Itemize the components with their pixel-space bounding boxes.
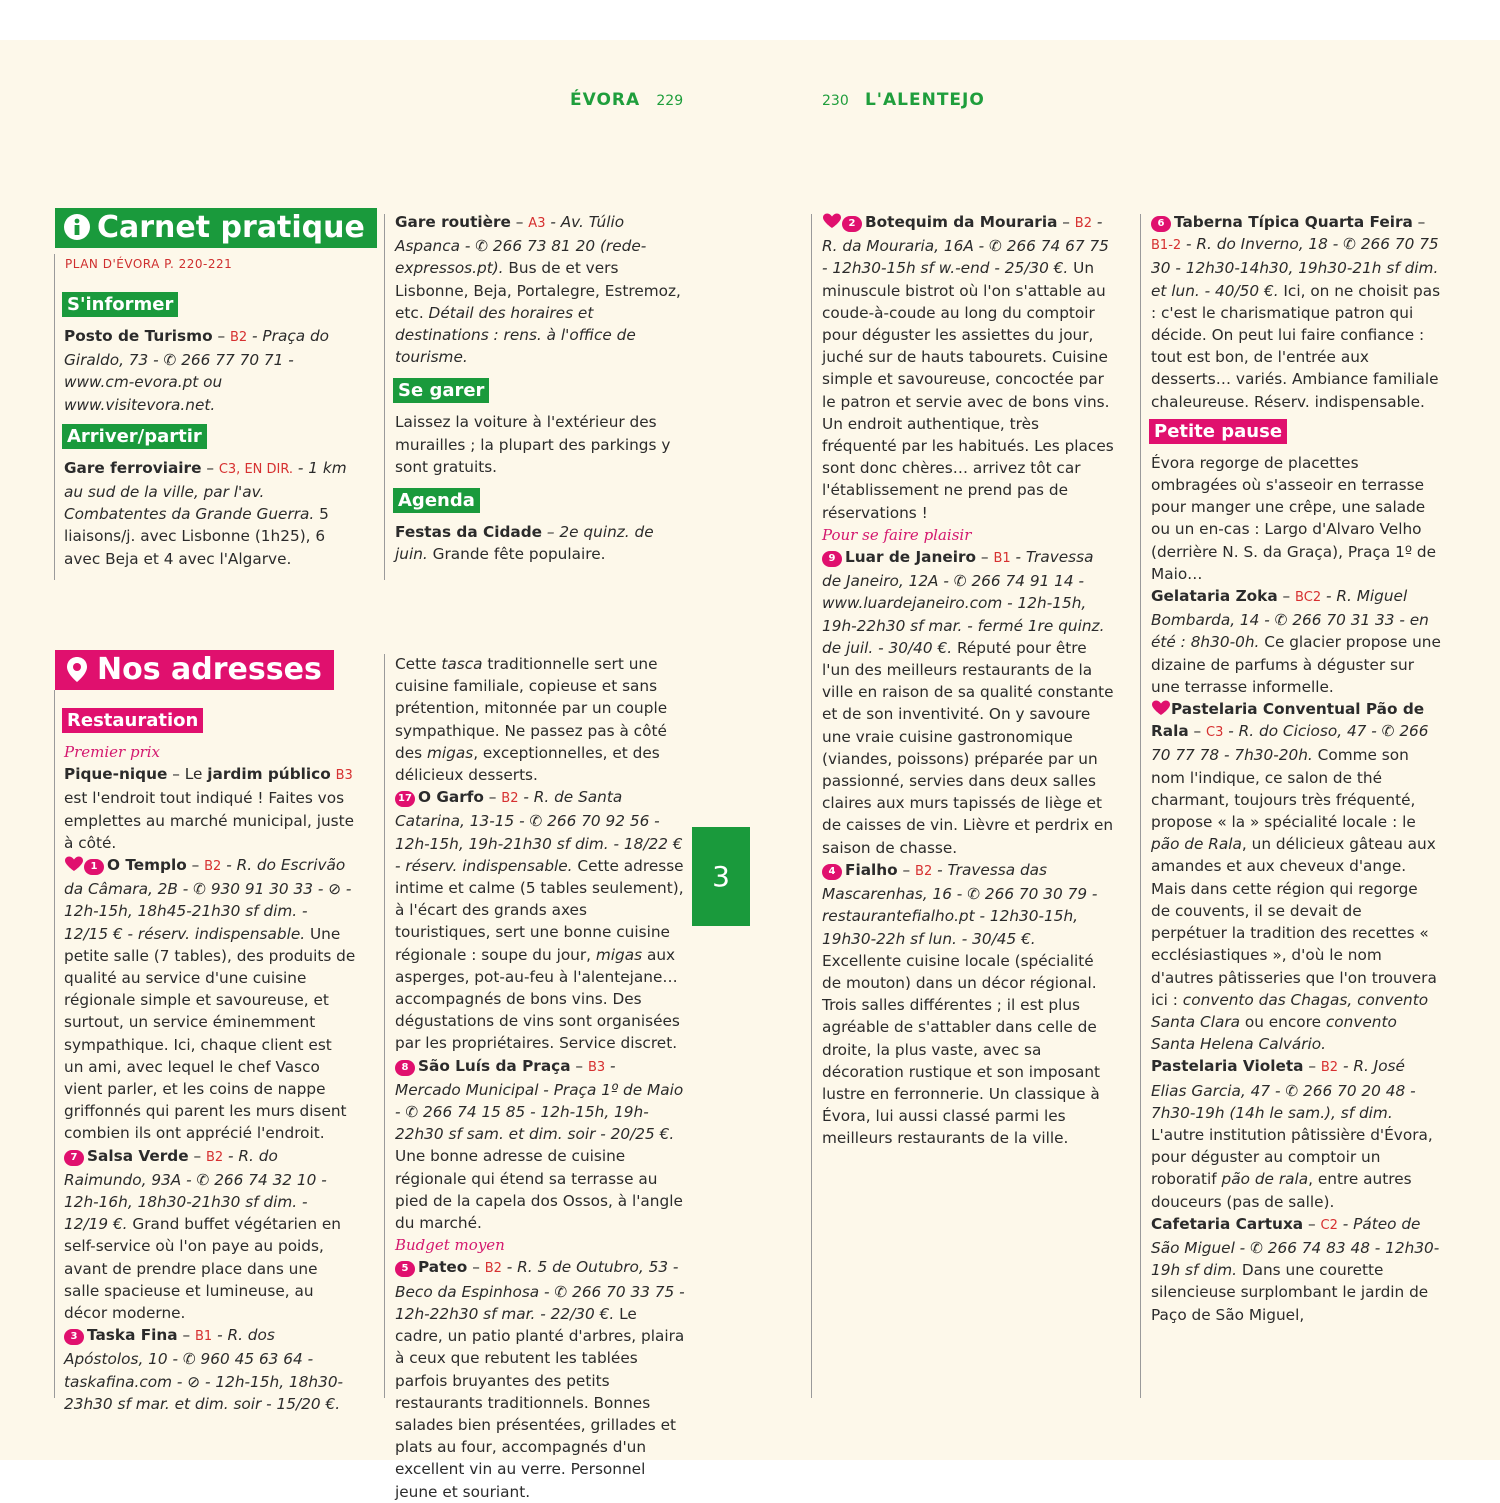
number-badge: 6 [1151,216,1171,232]
entry-sao-luis: 8 São Luís da Praça – B3 - Mercado Municipal - Praça 1º de Maio - ✆ 266 74 15 85 - 12h-15h, 19h-22h30 sf sam. et dim. soir - 20/25 €. Une bonne adresse de cuisine régionale qui étend sa terrasse au pied de la capela dos Ossos, à l'angle du marché. [395,1056,684,1233]
header-left-page: 229 [656,93,684,109]
number-badge: 8 [395,1060,415,1076]
adresses-column-1 [64,708,356,1415]
entry-botequim: 2 Botequim da Mouraria – B2 - R. da Mouraria, 16A - ✆ 266 74 67 75 - 12h30-15h sf w.-end - 25/30 €. Un minuscule bistrot où l'on s'attable au coude-à-coude au long du comptoir pour déguster les assiettes du jour, juché sur de hauts tabourets. Cuisine simple et savoureuse, concoctée par le patron et servie avec de bons vins. Un endroit authentique, très fréquenté par les habitués. Les places sont donc chères… arrivez tôt car l'établissement ne prend pas de réservations ! [822,213,1114,522]
entry-salsa-verde: 7 Salsa Verde – B2 - R. do Raimundo, 93A - ✆ 266 74 32 10 - 12h-16h, 18h30-21h30 sf dim. - 12/19 €. Grand buffet végétarien en self-service où l'on paye au poids, avant de prendre place dans une salle spacieuse et lumineuse, au décor moderne. [64,1146,341,1323]
entry-fialho: 4 Fialho – B2 - Travessa das Mascarenhas, 16 - ✆ 266 70 30 79 - restaurantefialho.pt - 12h30-15h, 19h30-22h sf lun. - 30/45 €. Excellente cuisine locale (spécialité de mouton) dans un décor régional. Trois salles différentes ; il est plus agréable de s'attabler dans celle de droite, la plus vaste, avec sa décoration rustique et son imposant lustre en ferronnerie. Un classique à Évora, lui aussi classé parmi les meilleurs restaurants de la ville. [822,860,1101,1148]
divider [1140,214,1141,1398]
running-header-right [822,90,985,110]
book-spread [0,40,1500,1501]
section-arriver-partir: Arriver/partir [62,424,207,449]
running-header-left [570,90,683,110]
divider [811,214,812,1398]
entry-pastelaria-violeta: Pastelaria Violeta – B2 - R. José Elias Garcia, 47 - ✆ 266 70 20 48 - 7h30-19h (14h le sam.), sf dim. L'autre institution pâtissière d'Évora, pour déguster au comptoir un roboratif pão de rala, entre autres douceurs (pas de salle). [1151,1057,1433,1211]
section-restauration: Restauration [62,708,203,733]
adresses-column-2 [395,653,685,1503]
adresses-column-4 [1151,211,1441,1326]
carnet-pratique-title: Carnet pratique [97,210,365,245]
category-budget-moyen: Budget moyen [395,1236,505,1255]
number-badge: 5 [395,1261,415,1277]
info-icon [63,213,91,241]
entry-o-templo: 1 O Templo – B2 - R. do Escrivão da Câmara, 2B - ✆ 930 91 30 33 - ⊘ - 12h-15h, 18h45-21h30 sf dim. - 12/15 € - réserv. indispensable. Une petite salle (7 tables), des produits de qualité au service d'une cuisine régionale simple et savoureuse, et surtout, un service éminemment sympathique. Ici, chaque client est un ami, avec lequel le chef Vasco vient parler, et les coins de nappe griffonnés qui parent les murs disent combien ils ont apprécié l'endroit. [64,856,356,1143]
se-garer-text: Laissez la voiture à l'extérieur des murailles ; la plupart des parkings y sont gratuits. [395,413,671,476]
header-right-title: L'ALENTEJO [864,90,985,110]
carnet-column-2 [395,211,685,565]
header-left-title: ÉVORA [570,90,641,110]
adresses-column-3 [822,211,1114,1150]
heart-icon [822,213,842,229]
petite-pause-intro: Évora regorge de placettes ombragées où s'asseoir en terrasse pour manger une crêpe, une salade ou un en-cas : Largo d'Alvaro Velho (derrière N. S. da Graça), Praça 1º de Maio… [1151,453,1437,583]
section-petite-pause: Petite pause [1149,419,1287,444]
entry-pateo: 5 Pateo – B2 - R. 5 de Outubro, 53 - Beco da Espinhosa - ✆ 266 70 33 75 - 12h-22h30 sf mar. - 22/30 €. Le cadre, un patio planté d'arbres, plaira à ceux que rebutent les tablées parfois bruyantes des petits restaurants traditionnels. Bonnes salades bien présentées, grillades et plats au four, accompagnés d'un excellent vin au verre. Personnel jeune et souriant. [395,1258,685,1501]
number-badge: 9 [822,551,842,567]
entry-gelataria-zoka: Gelataria Zoka – BC2 - R. Miguel Bombarda, 14 - ✆ 266 70 31 33 - en été : 8h30-0h. Ce glacier propose une dizaine de parfums à déguster sur une terrasse informelle. [1151,587,1441,696]
divider [384,214,385,580]
section-agenda: Agenda [393,488,480,513]
entry-luar-de-janeiro: 9 Luar de Janeiro – B1 - Travessa de Janeiro, 12A - ✆ 266 74 91 14 - www.luardejaneiro.com - 12h-15h, 19h-22h30 sf mar. - fermé 1re quinz. de juil. - 30/40 €. Réputé pour être l'un des meilleurs restaurants de la ville en raison de sa qualité constante et de son inventivité. On y savoure une vraie cuisine gastronomique (viandes, poissons) préparée par un passionné, servies dans deux salles claires aux murs tapissés de liège et de caisses de vin. Lièvre et perdrix en saison de chasse. [822,548,1114,857]
entry-gare-routiere: Gare routière – A3 - Av. Túlio Aspanca - ✆ 266 73 81 20 (rede-expressos.pt). Bus de et vers Lisbonne, Beja, Portalegre, Estremoz, etc. Détail des horaires et destinations : rens. à l'office de tourisme. [395,213,681,367]
carnet-column-1 [64,292,356,570]
entry-o-garfo: 17 O Garfo – B2 - R. de Santa Catarina, 13-15 - ✆ 266 70 92 56 - 12h-15h, 19h-21h30 sf dim. - 18/22 € - réserv. indispensable. Cette adresse intime et calme (5 tables seulement), à l'écart des grands axes touristiques, sert une bonne cuisine régionale : soupe du jour, migas aux asperges, pot-au-feu à l'alentejane… accompagnés de bons vins. Des dégustations de vins sont organisées par les propriétaires. Service discret. [395,788,684,1053]
nos-adresses-banner [55,650,334,690]
entry-taberna: 6 Taberna Típica Quarta Feira – B1-2 - R. do Inverno, 18 - ✆ 266 70 75 30 - 12h30-14h30, 19h30-21h sf dim. et lun. - 40/50 €. Ici, on ne choisit pas : c'est le charismatique patron qui décide. On peut lui faire confiance : tout est bon, de l'entrée aux desserts… variés. Ambiance familiale chaleureuse. Réserv. indispensable. [1151,213,1441,411]
entry-festas-cidade: Festas da Cidade – 2e quinz. de juin. Grande fête populaire. [395,523,654,564]
entry-taska-fina: 3 Taska Fina – B1 - R. dos Apóstolos, 10 - ✆ 960 45 63 64 - taskafina.com - ⊘ - 12h-15h, 18h30-23h30 sf mar. et dim. soir - 15/20 €. [64,1326,344,1413]
section-se-garer: Se garer [393,378,489,403]
divider [54,690,55,1398]
header-right-page: 230 [822,93,849,109]
number-badge: 1 [84,859,104,875]
carnet-pratique-banner [55,208,377,248]
location-pin-icon [63,655,91,683]
number-badge: 2 [842,216,862,232]
plan-reference: PLAN D'ÉVORA P. 220-221 [65,257,233,271]
number-badge: 17 [395,791,415,807]
entry-pique-nique: Pique-nique – Le jardim público B3 est l'endroit tout indiqué ! Faites vos emplettes au marché municipal, juste à côté. [64,765,355,852]
entry-cafetaria-cartuxa: Cafetaria Cartuxa – C2 - Páteo de São Miguel - ✆ 266 74 83 48 - 12h30-19h sf dim. Dans une courette silencieuse surplombant le jardin de Paço de São Miguel, [1151,1214,1440,1324]
divider [54,254,55,580]
heart-icon [1151,700,1171,716]
chapter-tab: 3 [692,827,750,926]
category-premier-prix: Premier prix [64,743,161,761]
entry-pastelaria-rala: Pastelaria Conventual Pão de Rala – C3 - R. do Cicioso, 47 - ✆ 266 70 77 78 - 7h30-20h. Comme son nom l'indique, ce salon de thé charmant, toujours très fréquenté, propose « la » spécialité locale : le pão de Rala, un délicieux gâteau aux amandes et aux cheveux d'ange. Mais dans cette région qui regorge de couvents, il se devait de perpétuer la tradition des recettes « ecclésiastiques », d'où le nom d'autres pâtisseries que l'on trouvera ici : convento das Chagas, convento Santa Clara ou encore convento Santa Helena Calvário. [1151,700,1437,1054]
divider [384,654,385,1398]
heart-icon [64,856,84,872]
number-badge: 3 [64,1329,84,1345]
number-badge: 4 [822,864,842,880]
number-badge: 7 [64,1150,84,1166]
entry-taska-fina-continued: Cette tasca traditionnelle sert une cuisine familiale, copieuse et sans prétention, mitonnée par un couple sympathique. Ne passez pas à côté des migas, exceptionnelles, et des délicieux desserts. [395,655,668,785]
entry-gare-ferroviaire: Gare ferroviaire – C3, EN DIR. - 1 km au sud de la ville, par l'av. Combatentes da Grande Guerra. 5 liaisons/j. avec Lisbonne (1h25), 6 avec Beja et 4 avec l'Algarve. [64,458,347,568]
category-pour-se-faire-plaisir: Pour se faire plaisir [822,525,972,544]
section-s-informer: S'informer [62,292,178,317]
nos-adresses-title: Nos adresses [97,652,322,687]
entry-posto-turismo: Posto de Turismo – B2 - Praça do Giraldo, 73 - ✆ 266 77 70 71 - www.cm-evora.pt ou www.visitevora.net. [64,327,330,414]
